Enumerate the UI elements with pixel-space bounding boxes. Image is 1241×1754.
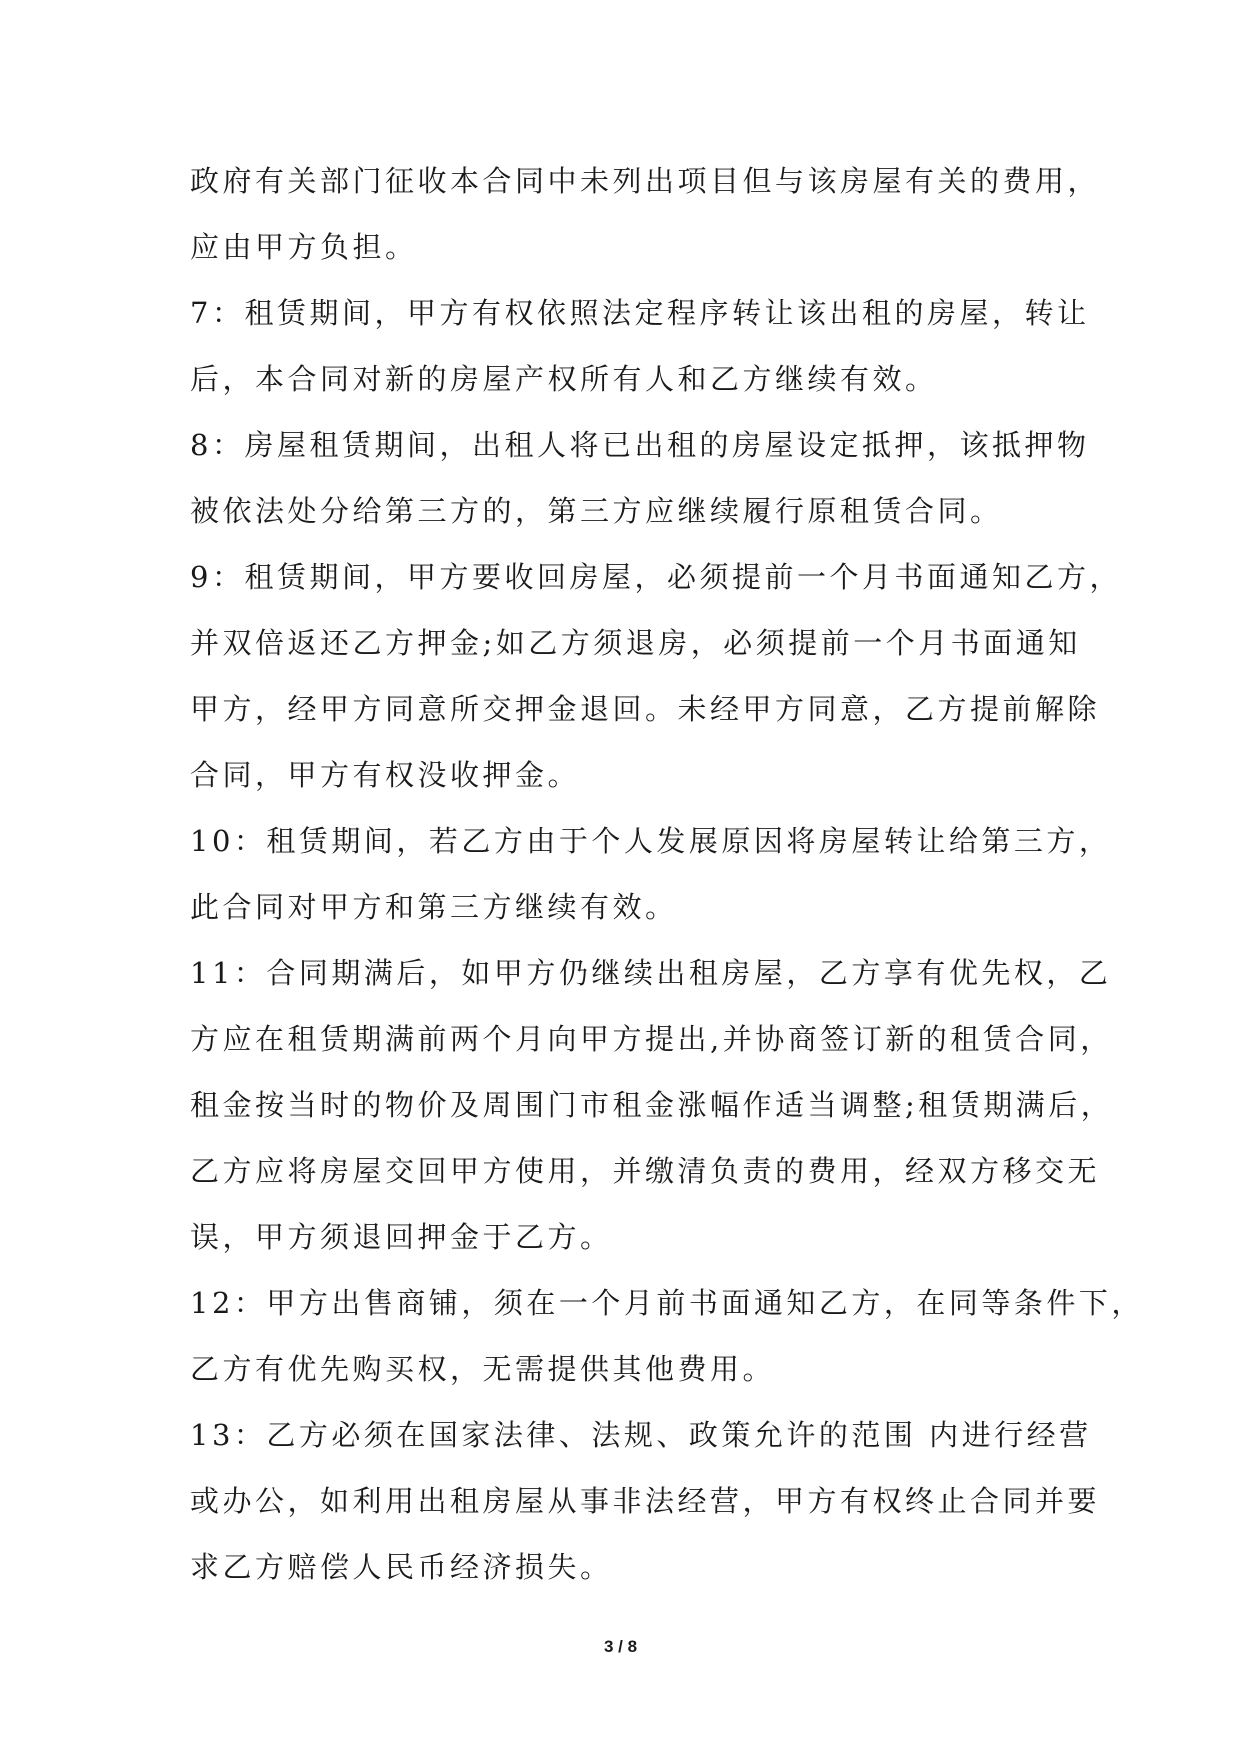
text-line: 此合同对甲方和第三方继续有效。 <box>190 890 678 924</box>
text-line: 合同，甲方有权没收押金。 <box>190 758 581 792</box>
text-line: 7：租赁期间，甲方有权依照法定程序转让该出租的房屋，转让 <box>190 296 1090 330</box>
text-line: 9：租赁期间，甲方要收回房屋，必须提前一个月书面通知乙方， <box>190 560 1122 594</box>
text-line: 被依法处分给第三方的，第三方应继续履行原租赁合同。 <box>190 494 1003 528</box>
text-line: 甲方，经甲方同意所交押金退回。未经甲方同意，乙方提前解除 <box>190 692 1101 726</box>
text-line: 11：合同期满后，如甲方仍继续出租房屋，乙方享有优先权，乙 <box>190 956 1112 990</box>
text-line: 应由甲方负担。 <box>190 230 418 264</box>
text-line: 并双倍返还乙方押金;如乙方须退房，必须提前一个月书面通知 <box>190 626 1081 660</box>
document-body <box>190 148 1144 1600</box>
text-line: 政府有关部门征收本合同中未列出项目但与该房屋有关的费用， <box>190 164 1101 198</box>
text-line: 乙方有优先购买权，无需提供其他费用。 <box>190 1352 776 1386</box>
text-line: 8：房屋租赁期间，出租人将已出租的房屋设定抵押，该抵押物 <box>190 428 1090 462</box>
text-line: 乙方应将房屋交回甲方使用，并缴清负责的费用，经双方移交无 <box>190 1154 1101 1188</box>
text-line: 或办公，如利用出租房屋从事非法经营，甲方有权终止合同并要 <box>190 1484 1101 1518</box>
text-line: 12：甲方出售商铺，须在一个月前书面通知乙方，在同等条件下， <box>190 1286 1144 1320</box>
text-line: 10：租赁期间，若乙方由于个人发展原因将房屋转让给第三方， <box>190 824 1112 858</box>
text-line: 后，本合同对新的房屋产权所有人和乙方继续有效。 <box>190 362 938 396</box>
text-line: 13：乙方必须在国家法律、法规、政策允许的范围 内进行经营 <box>190 1418 1092 1452</box>
text-line: 租金按当时的物价及周围门市租金涨幅作适当调整;租赁期满后， <box>190 1088 1114 1122</box>
text-line: 求乙方赔偿人民币经济损失。 <box>190 1550 613 1584</box>
text-line: 方应在租赁期满前两个月向甲方提出,并协商签订新的租赁合同， <box>190 1022 1113 1056</box>
text-line: 误，甲方须退回押金于乙方。 <box>190 1220 613 1254</box>
page-number: 3 / 8 <box>603 1637 638 1656</box>
